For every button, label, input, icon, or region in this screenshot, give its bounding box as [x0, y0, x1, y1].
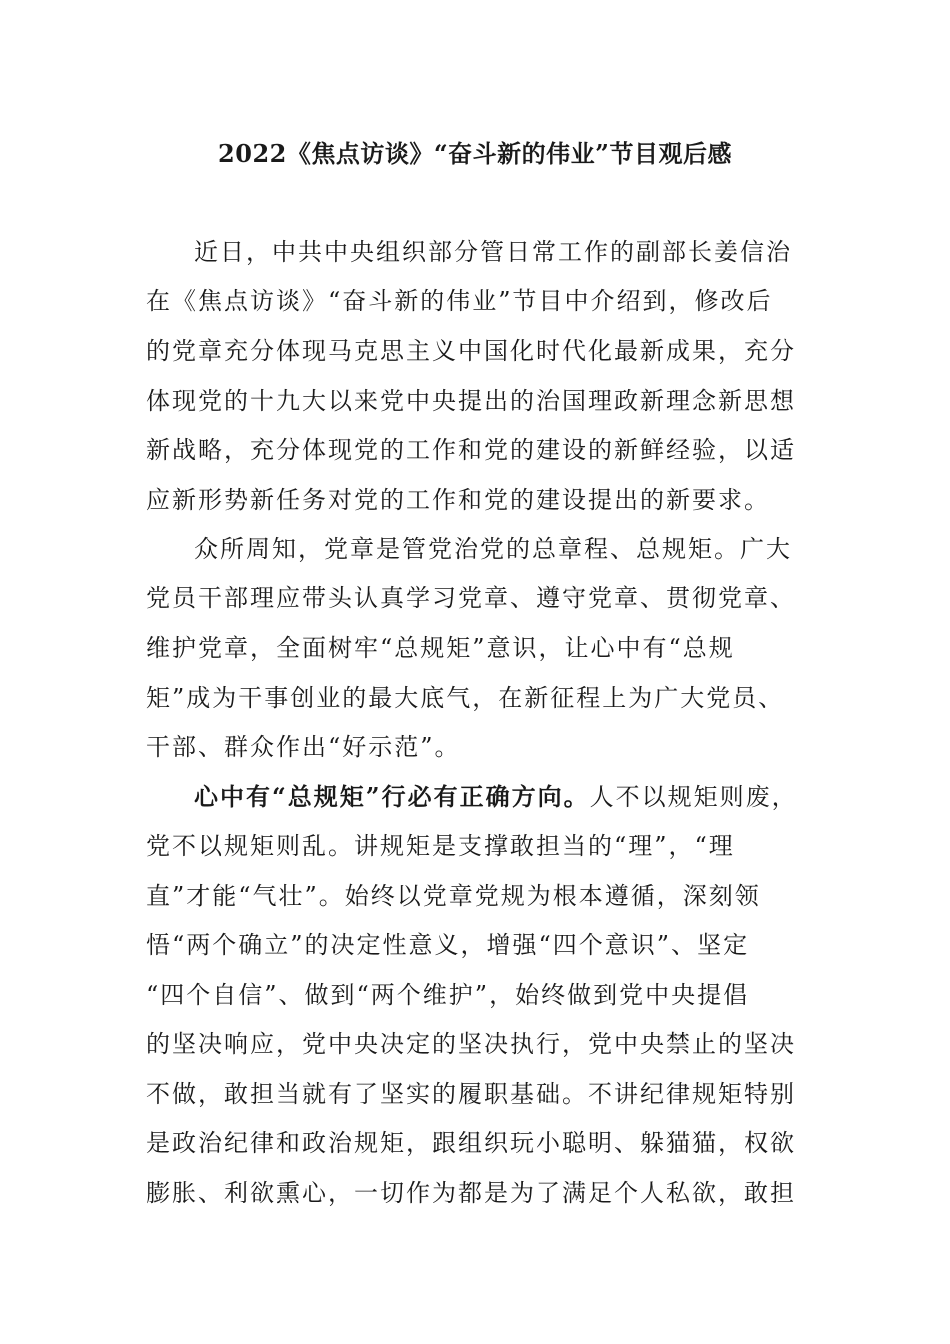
- paragraph-2-line: 干部、群众作出“好示范”。: [146, 733, 461, 761]
- paragraph-1-line: 在《焦点访谈》“奋斗新的伟业”节目中介绍到，修改后: [146, 287, 773, 315]
- paragraph-2-line: 维护党章，全面树牢“总规矩”意识，让心中有“总规: [146, 634, 735, 662]
- paragraph-3-line: 的坚决响应，党中央决定的坚决执行，党中央禁止的坚决: [146, 1030, 796, 1058]
- paragraph-1-line: 的党章充分体现马克思主义中国化时代化最新成果，充分: [146, 337, 796, 365]
- paragraph-1-line: 应新形势新任务对党的工作和党的建设提出的新要求。: [146, 486, 770, 514]
- paragraph-3-line: 膨胀、利欲熏心，一切作为都是为了满足个人私欲，敢担: [146, 1179, 796, 1207]
- paragraph-3-line: 党不以规矩则乱。讲规矩是支撑敢担当的“理”，“理: [146, 832, 735, 860]
- paragraph-3-heading: 心中有“总规矩”行必有正确方向。: [194, 782, 590, 811]
- paragraph-2-line: 矩”成为干事创业的最大底气，在新征程上为广大党员、: [146, 684, 785, 712]
- paragraph-3-line: 直”才能“气壮”。始终以党章党规为根本遵循，深刻领: [146, 882, 761, 910]
- paragraph-1-line: 体现党的十九大以来党中央提出的治国理政新理念新思想: [146, 387, 796, 415]
- paragraph-3-line: 悟“两个确立”的决定性意义，增强“四个意识”、坚定: [146, 931, 750, 959]
- paragraph-1-line: 近日，中共中央组织部分管日常工作的副部长姜信治: [194, 238, 792, 266]
- paragraph-3-line: 是政治纪律和政治规矩，跟组织玩小聪明、躲猫猫，权欲: [146, 1129, 796, 1157]
- paragraph-3-first-line: [194, 781, 806, 813]
- paragraph-3-line: “四个自信”、做到“两个维护”，始终做到党中央提倡: [146, 981, 750, 1009]
- paragraph-2-line: 众所周知，党章是管党治党的总章程、总规矩。广大: [194, 535, 792, 563]
- paragraph-3-line: 不做，敢担当就有了坚实的履职基础。不讲纪律规矩特别: [146, 1080, 796, 1108]
- document-title: 2022《焦点访谈》“奋斗新的伟业”节目观后感: [218, 139, 732, 168]
- paragraph-3-first-line-rest: 人不以规矩则废，: [589, 783, 798, 811]
- paragraph-1-line: 新战略，充分体现党的工作和党的建设的新鲜经验，以适: [146, 436, 796, 464]
- paragraph-2-line: 党员干部理应带头认真学习党章、遵守党章、贯彻党章、: [146, 584, 796, 612]
